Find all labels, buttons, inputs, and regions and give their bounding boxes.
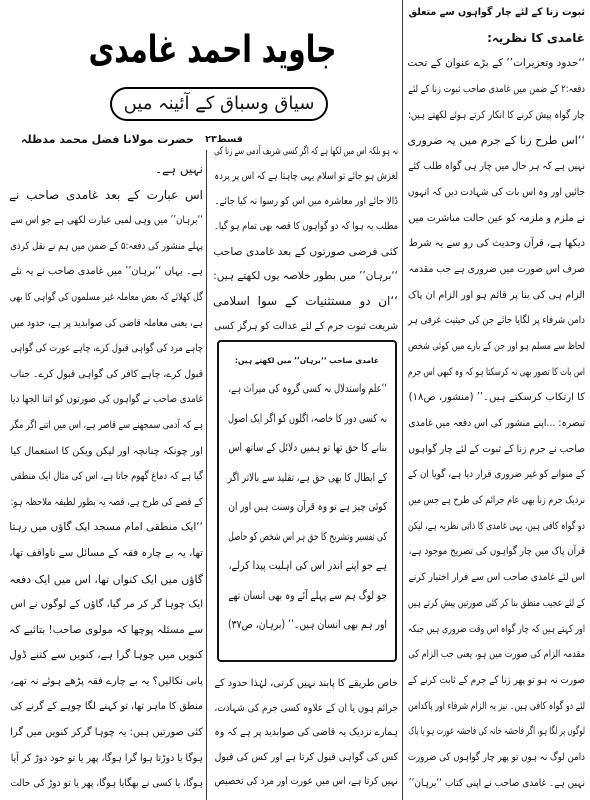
article-line: اور ہم بھی انسان ہیں۔’’ (برہان، ص۳۷) <box>228 618 387 631</box>
article-line: ہے، یعنی معاملہ قاضی کی صوابدید پر ہے، حدود میں <box>10 317 203 329</box>
article-line: پہلے منشور کی دفعہ:۵ کے ضمن میں ہم نے نقل کردی <box>10 240 203 252</box>
article-line: تھا، یہ بے چارہ فقہ کے مسائل سے ناواقف تھا، <box>9 547 203 559</box>
article-line: دو گواہ کافی ہیں، یہی غامدی کا ذاتی نظریہ ہے، لیکن <box>407 520 585 532</box>
quote-box-body <box>227 374 387 640</box>
article-line: لحاظ سے مسلم ہو اور جن کے بارے میں کوئی شخص <box>408 340 585 352</box>
article-line: صورت نہ ہو تو پھر زنا کے جرم کے ثابت کرنے کے <box>407 674 585 686</box>
article-line: نہ ہو بلکہ اس میں لکھا ہے کہ اگر کسی شریف آدمی سے زنا کی <box>214 146 398 157</box>
article-line: کس کی گواہی قبول کرتا ہے اور کس کی قبول <box>214 751 398 763</box>
quote-box-heading: غامدی صاحب ‘‘برہان’’ میں لکھتے ہیں: <box>235 356 379 365</box>
article-line: نہ کسی دور کا خاصہ، اگلوں کو اگر ایک اصول <box>227 411 387 425</box>
right-column <box>407 0 585 796</box>
installment-label: قسط۲۳ <box>205 134 243 145</box>
article-line: ‘‘ایک منطقی امام مسجد ایک گاؤں میں رہتا <box>9 521 203 534</box>
article-line: نزدیک جرم زنا بھی عام جرائم کی طرح ہے جس میں <box>408 495 585 507</box>
article-line: غامدی صاحب نے گواہوں کی صورتوں کو اتنا الجھا دیا <box>10 394 204 406</box>
article-line: ‘‘علم واستدلال نہ کسی گروہ کی میراث ہے، <box>228 382 387 395</box>
article-line: گل کھلائے کہ بعض معاملہ غیر مسلموں کی گواہی کا بھی <box>9 291 203 303</box>
article-line: ہے جو اپنے اندر اس کی اہلیت پیدا کرلے، <box>228 559 387 572</box>
article-line: کنویں میں چوہا گرا ہے، کنویں سے کتنے ڈول <box>9 649 203 662</box>
article-line: مقدمہ الزام کی صورت میں ہو، یعنی جب الزام کی <box>408 649 585 661</box>
article-line: ‘‘ان دو مستثنیات کے سوا اسلامی <box>213 294 398 308</box>
article-line: غامدی کا نظریہ: <box>487 30 585 45</box>
article-line: کے قصے کی طرح ہے، قصہ یہ بطور لطیفہ ملاحظہ ہو: <box>10 496 204 508</box>
article-line: کے ابطال کا بھی حق ہے، تقلید سے بالاتر اگر <box>227 470 387 484</box>
article-line: پانی نکالیں؟ یہ بے چارے فقہ پڑھے ہوئے نہ تھے، <box>10 675 204 687</box>
article-line: ڈالا جائے اور معاشرہ میں اس کو رسوا نہ کیا جائے۔ <box>214 196 398 207</box>
middle-column-bottom <box>213 672 398 795</box>
column-divider <box>206 150 207 800</box>
article-line: ایک چوہا گر کر مر گیا، گاؤں کے لوگوں نے اس <box>10 599 204 611</box>
author-name: حضرت مولانا فضل محمد مدظلہ <box>21 133 194 146</box>
article-line: اس عبارت کے بعد غامدی صاحب نے <box>9 187 203 202</box>
article-line: ہے کہ آدمی سمجھنے سے قاصر ہے، اس میں اتنے اگر مگر <box>10 419 203 431</box>
article-title: جاوید احمد غامدی <box>88 27 337 72</box>
article-line: چاہے مرد کی گواہی قبول کرے، چاہے عورت کی گواہی <box>10 343 204 355</box>
article-line: ہوگا، یا کسی نے بھگایا ہوگا، پھر یا تو دوڑ کی حالت <box>10 778 203 790</box>
article-line: چار گواہ پیش کرنے کا انکار کرتے ہوئے لکھتے ہیں: <box>407 109 585 121</box>
column-divider <box>402 0 403 800</box>
article-line: ‘‘حدود وتعزیرات’’ کے بڑے عنوان کے تحت <box>407 57 585 70</box>
article-line: کا ارتکاب کرسکتے ہیں۔’’ (منشور، ص۱۸) <box>408 392 585 404</box>
article-line: صرف اس صورت میں ضروری ہے جب مقدمہ <box>408 263 585 275</box>
article-line: ثبوت زنا کے لئے چار گواہوں سے متعلق <box>408 7 585 18</box>
article-line: کوئی چیز ہے تو وہ قرآن وسنت ہیں اور ان <box>228 500 387 513</box>
article-line: نہیں ہے۔ غامدی صاحب نے اپنی کتاب ‘‘برہان’’ <box>408 777 585 789</box>
article-line: جرائم ہوں یا ان کے علاوہ کسی جرم کی شہادت، <box>214 702 398 714</box>
article-line: سے مسئلہ پوچھا کہ مولوی صاحب! بتائیے کہ <box>9 623 203 636</box>
article-line: لوگوں پر لگا ہو، اگر فاحشہ خانہ کی فاحشہ عورت ہو یا پاک <box>408 726 585 738</box>
article-line: دامن لوگ نہ ہوں تو پھر چار گواہوں کی ضرورت <box>407 751 585 763</box>
article-line: اور چونکہ چنانچہ اور لیکن ویکن کا استعمال کیا <box>10 445 203 457</box>
article-line: اس لئے غامدی صاحب اس سے فرار اختیار کرنے <box>408 572 585 584</box>
article-line: اور کہتے ہیں کہ چار گواہ اس وقت ضروری ہیں جبکہ <box>408 623 585 635</box>
article-line: کئی فرضی صورتوں کے بعد غامدی صاحب <box>213 245 398 258</box>
article-line: دفعہ:۲ کے ضمن میں غامدی صاحب ثبوت زنا کے لئے <box>408 84 585 96</box>
article-line: اس بات کا تصور بھی نہ کرسکتا ہو کہ وہ کبھی اس جرم <box>407 366 585 378</box>
article-line: ہمارے نزدیک یہ قاضی کی صوابدید پر ہے کہ وہ <box>214 727 398 738</box>
quote-box <box>217 340 397 662</box>
article-line: ‘‘برہان’’ میں وہی لمبی عبارت لکھی ہے جو اس سے <box>10 215 203 227</box>
article-line: بنانے کا حق تھا تو ہمیں دلائل کے ساتھ اس <box>228 441 387 454</box>
article-line: صاحب نے جرم زنا کے ثبوت کے لئے چار گواہوں <box>408 443 585 455</box>
article-line: کی تفسیر وتشریح کا حق ہر اس شخص کو حاصل <box>228 529 387 543</box>
article-line: ‘‘اس طرح زنا کے جرم میں یہ ضروری <box>407 134 585 148</box>
article-line: شریعت ثبوت جرم کے لئے عدالت کو ہرگز کسی <box>214 321 398 332</box>
article-line: گاؤں میں ایک کنواں تھا، اس میں ایک دفعہ <box>9 572 203 586</box>
article-line: جائیں اور وہ اس بات کی شہادت دیں کہ انہوں <box>407 186 585 198</box>
article-line: تبصرہ: …اپنے منشور کی اس دفعہ میں غامدی <box>408 418 585 429</box>
left-column <box>9 157 203 797</box>
article-line: نہیں کرتا ہے، اس میں عورت اور مرد کی تخصیص <box>214 776 398 787</box>
article-line: ہوگا یا دوڑتا ہوا گرا ہوگا، پھر یا تو خود دوڑ کر آیا <box>10 752 204 764</box>
article-line: ‘‘برہان’’ میں بطور خلاصہ یوں لکھتے ہیں: <box>213 270 398 282</box>
article-line: جو لوگ ہم سے پہلے آئے وہ بھی انسان تھے <box>228 588 387 602</box>
article-line: لغزش ہو جائے تو اسلام یہی چاہتا ہے کہ اس پر پردہ <box>214 171 398 182</box>
article-line: کے لئے عجیب منطق بنا کر کئی صورتیں پیش کرتے ہیں <box>407 597 585 609</box>
article-line: گیا ہے کہ دماغ گھوم جاتا ہے، اس کی مثال ایک منطقی <box>10 471 203 483</box>
article-line: نہیں ہے کہ ہر حال میں چار ہی گواہ طلب کئے <box>408 161 585 173</box>
article-line: قبول کرے، چاہے کافر کی گواہی قبول کرے۔ جناب <box>10 368 203 380</box>
article-line: منطق کا ماہر تھا، تو کہنے لگا چوہے کے گرنے کی <box>10 701 204 713</box>
article-line: دیکھا ہے، قرآن وحدیث کی رو سے یہ شرط <box>408 238 585 250</box>
article-line: نے ملزم و ملزمہ کو عین حالت مباشرت میں <box>408 212 585 224</box>
article-line: الزام ہی کی بنا پر قائم ہو اور الزام ان پاک <box>408 289 585 301</box>
article-line: لئے دو گواہ کافی ہیں۔ نیز یہ الزام شرفاء اور پاکدامن <box>407 700 585 712</box>
article-line: قرآن پاک میں چار گواہوں کی تصریح موجود ہے، <box>408 546 585 558</box>
middle-column-top <box>213 139 398 339</box>
article-line: نہیں ہے۔ <box>154 162 203 176</box>
article-line: دامن شرفاء پر لگایا جائے جن کی حیثیت عرفی ہر <box>408 315 585 327</box>
article-line: کئی صورتیں ہیں: یہ چوہا گرکر کنویں میں گرا <box>10 727 203 739</box>
article-line: خاص طریقے کا پابند نہیں کرتی، لہٰذا حدود کے <box>214 678 398 689</box>
article-line: مطلب یہ ہوا کہ دو گواہوں کا قصہ بھی تمام ہو گیا۔ <box>214 221 398 232</box>
article-line: ہے۔ یہاں ‘‘برہان’’ میں غامدی صاحب نے یہ نئے <box>10 266 203 278</box>
article-line: کے منوانے کو غیر ضروری قرار دیا ہے، گویا ان کے <box>407 469 585 481</box>
article-subtitle: سیاق وسباق کے آئینہ میں <box>110 87 328 121</box>
